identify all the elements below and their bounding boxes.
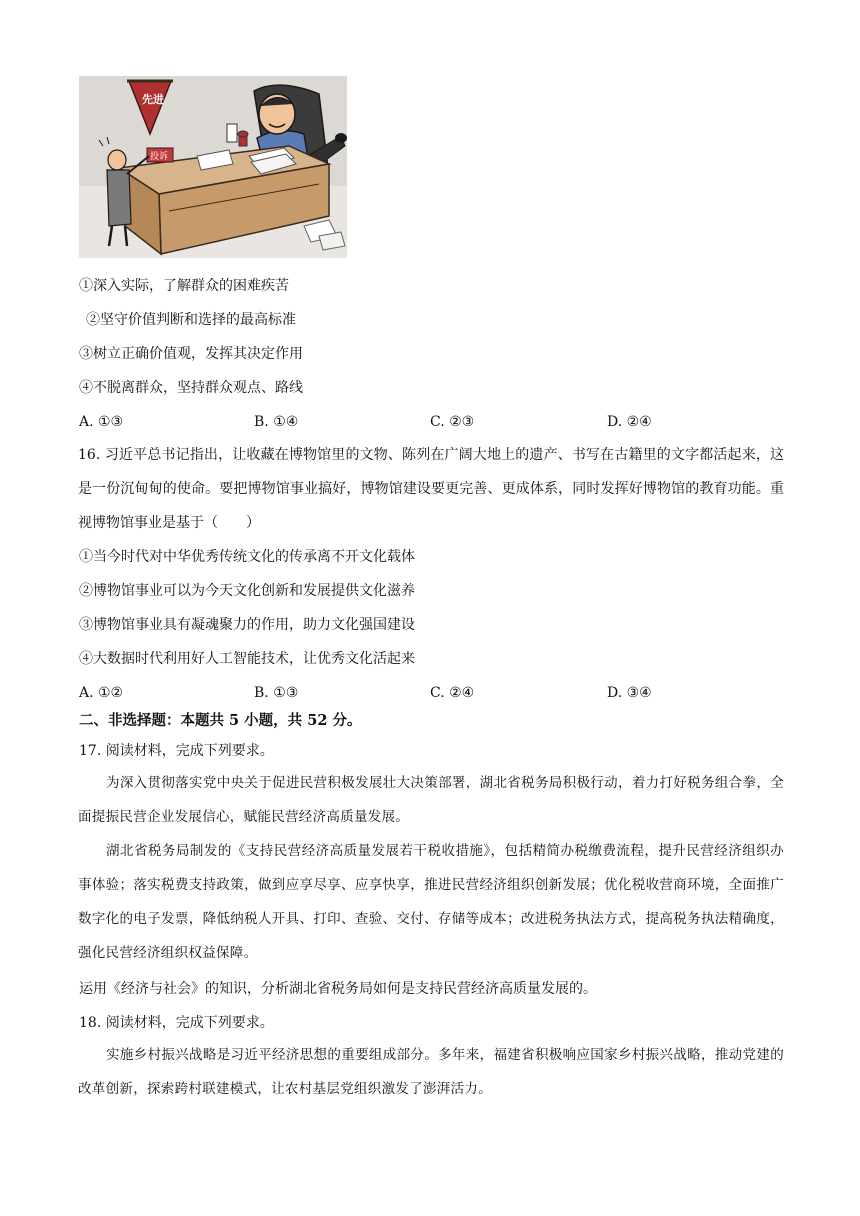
q17-question: 运用《经济与社会》的知识，分析湖北省税务局如何是支持民营经济高质量发展的。 — [79, 981, 597, 997]
q18-stem: 18. 阅读材料，完成下列要求。 — [79, 1015, 274, 1031]
complaint-tag-text: 投诉 — [150, 152, 169, 162]
q16-item-2: ②博物馆事业可以为今天文化创新和发展提供文化滋养 — [79, 583, 415, 599]
q16-option-b: B. ①③ — [254, 685, 299, 701]
q16-item-4: ④大数据时代利用好人工智能技术，让优秀文化活起来 — [79, 651, 415, 667]
q15-option-c: C. ②③ — [430, 414, 475, 430]
q15-item-2: ②坚守价值判断和选择的最高标准 — [86, 312, 296, 328]
q17-material-para-1: 为深入贯彻落实党中央关于促进民营积极发展壮大决策部署，湖北省税务局积极行动，着力打好税务组合拳，全面提振民营企业发展信心，赋能民营经济高质量发展。 — [78, 775, 784, 825]
section-heading: 二、非选择题：本题共 5 小题，共 52 分。 — [79, 712, 362, 729]
q16-item-3: ③博物馆事业具有凝魂聚力的作用，助力文化强国建设 — [79, 617, 415, 633]
q16-item-1: ①当今时代对中华优秀传统文化的传承离不开文化载体 — [79, 549, 415, 565]
q16-option-a: A. ①② — [79, 685, 124, 701]
q15-item-1: ①深入实际，了解群众的困难疾苦 — [79, 278, 289, 294]
pennant-text: 先进 — [142, 93, 164, 106]
q17-stem: 17. 阅读材料，完成下列要求。 — [79, 743, 274, 759]
q17-material-para-2: 湖北省税务局制发的《支持民营经济高质量发展若干税收措施》，包括精简办税缴费流程，提升民营经济组织办事体验；落实税费支持政策，做到应享尽享、应享快享，推进民营经济组织创新发展；优化税收营商环境，全面推广数字化的电子发票，降低纳税人开具、打印、查验、交付、存储等成本；改进税务执法方式，提高税务执法精确度，强化民营经济组织权益保障。 — [78, 843, 784, 961]
q15-item-4: ④不脱离群众，坚持群众观点、路线 — [79, 380, 303, 396]
q15-option-b: B. ①④ — [254, 414, 299, 430]
q15-item-3: ③树立正确价值观，发挥其决定作用 — [79, 346, 303, 362]
q16-stem: 16. 习近平总书记指出，让收藏在博物馆里的文物、陈列在广阔大地上的遗产、书写在古籍里的文字都活起来，这是一份沉甸甸的使命。要把博物馆事业搞好，博物馆建设要更完善、更成体系，同时发挥好博物馆的教育功能。重视博物馆事业是基于（ ） — [78, 447, 784, 531]
q15-option-a: A. ①③ — [79, 414, 124, 430]
q16-option-c: C. ②④ — [430, 685, 475, 701]
q16-option-d: D. ③④ — [607, 685, 652, 701]
cartoon-illustration — [79, 76, 347, 258]
q15-option-d: D. ②④ — [607, 414, 652, 430]
q18-material-para-1: 实施乡村振兴战略是习近平经济思想的重要组成部分。多年来，福建省积极响应国家乡村振兴战略，推动党建的改革创新，探索跨村联建模式，让农村基层党组织激发了澎湃活力。 — [78, 1047, 784, 1097]
